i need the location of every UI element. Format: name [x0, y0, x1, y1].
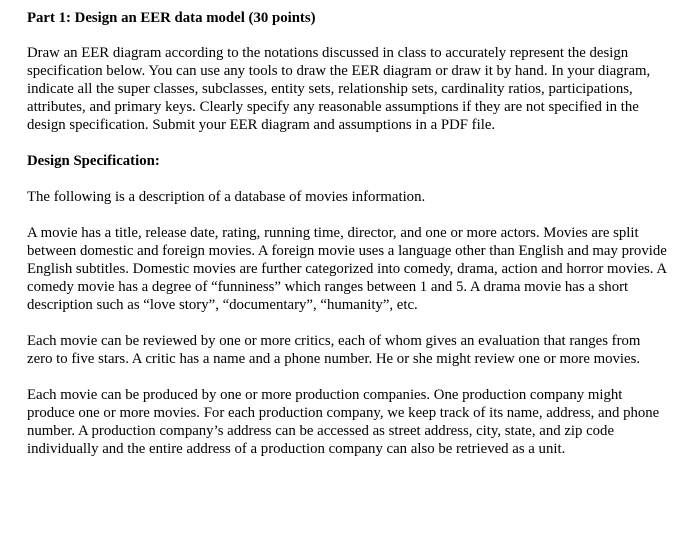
movie-paragraph: A movie has a title, release date, rating, running time, director, and one or more actors. Movies are split between domestic and foreign movies. A foreign movie uses a language other than English and may provide English subtitles. Domestic movies are further categorized into comedy, drama, action and horror movies. A comedy movie has a degree of “funniness” which ranges between 1 and 5. A drama movie has a short description such as “love story”, “documentary”, “humanity”, etc.	[27, 225, 667, 313]
spec-heading: Design Specification:	[27, 153, 160, 169]
critic-paragraph: Each movie can be reviewed by one or more critics, each of whom gives an evaluation that ranges from zero to five stars. A critic has a name and a phone number. He or she might review one or more movies.	[27, 333, 641, 367]
document-page	[27, 9, 667, 458]
production-company-paragraph: Each movie can be produced by one or more production companies. One production company might produce one or more movies. For each production company, we keep track of its name, address, and phone number. A production company’s address can be accessed as street address, city, state, and zip code individually and the entire address of a production company can also be retrieved as a unit.	[27, 387, 660, 457]
part-title: Part 1: Design an EER data model (30 points)	[27, 10, 316, 26]
spec-intro-paragraph: The following is a description of a database of movies information.	[27, 189, 426, 205]
intro-paragraph: Draw an EER diagram according to the notations discussed in class to accurately represent the design specification below. You can use any tools to draw the EER diagram or draw it by hand. In your diagram, indicate all the super classes, subclasses, entity sets, relationship sets, cardinality ratios, participations, attributes, and primary keys. Clearly specify any reasonable assumptions if they are not specified in the design specification. Submit your EER diagram and assumptions in a PDF file.	[27, 45, 651, 133]
